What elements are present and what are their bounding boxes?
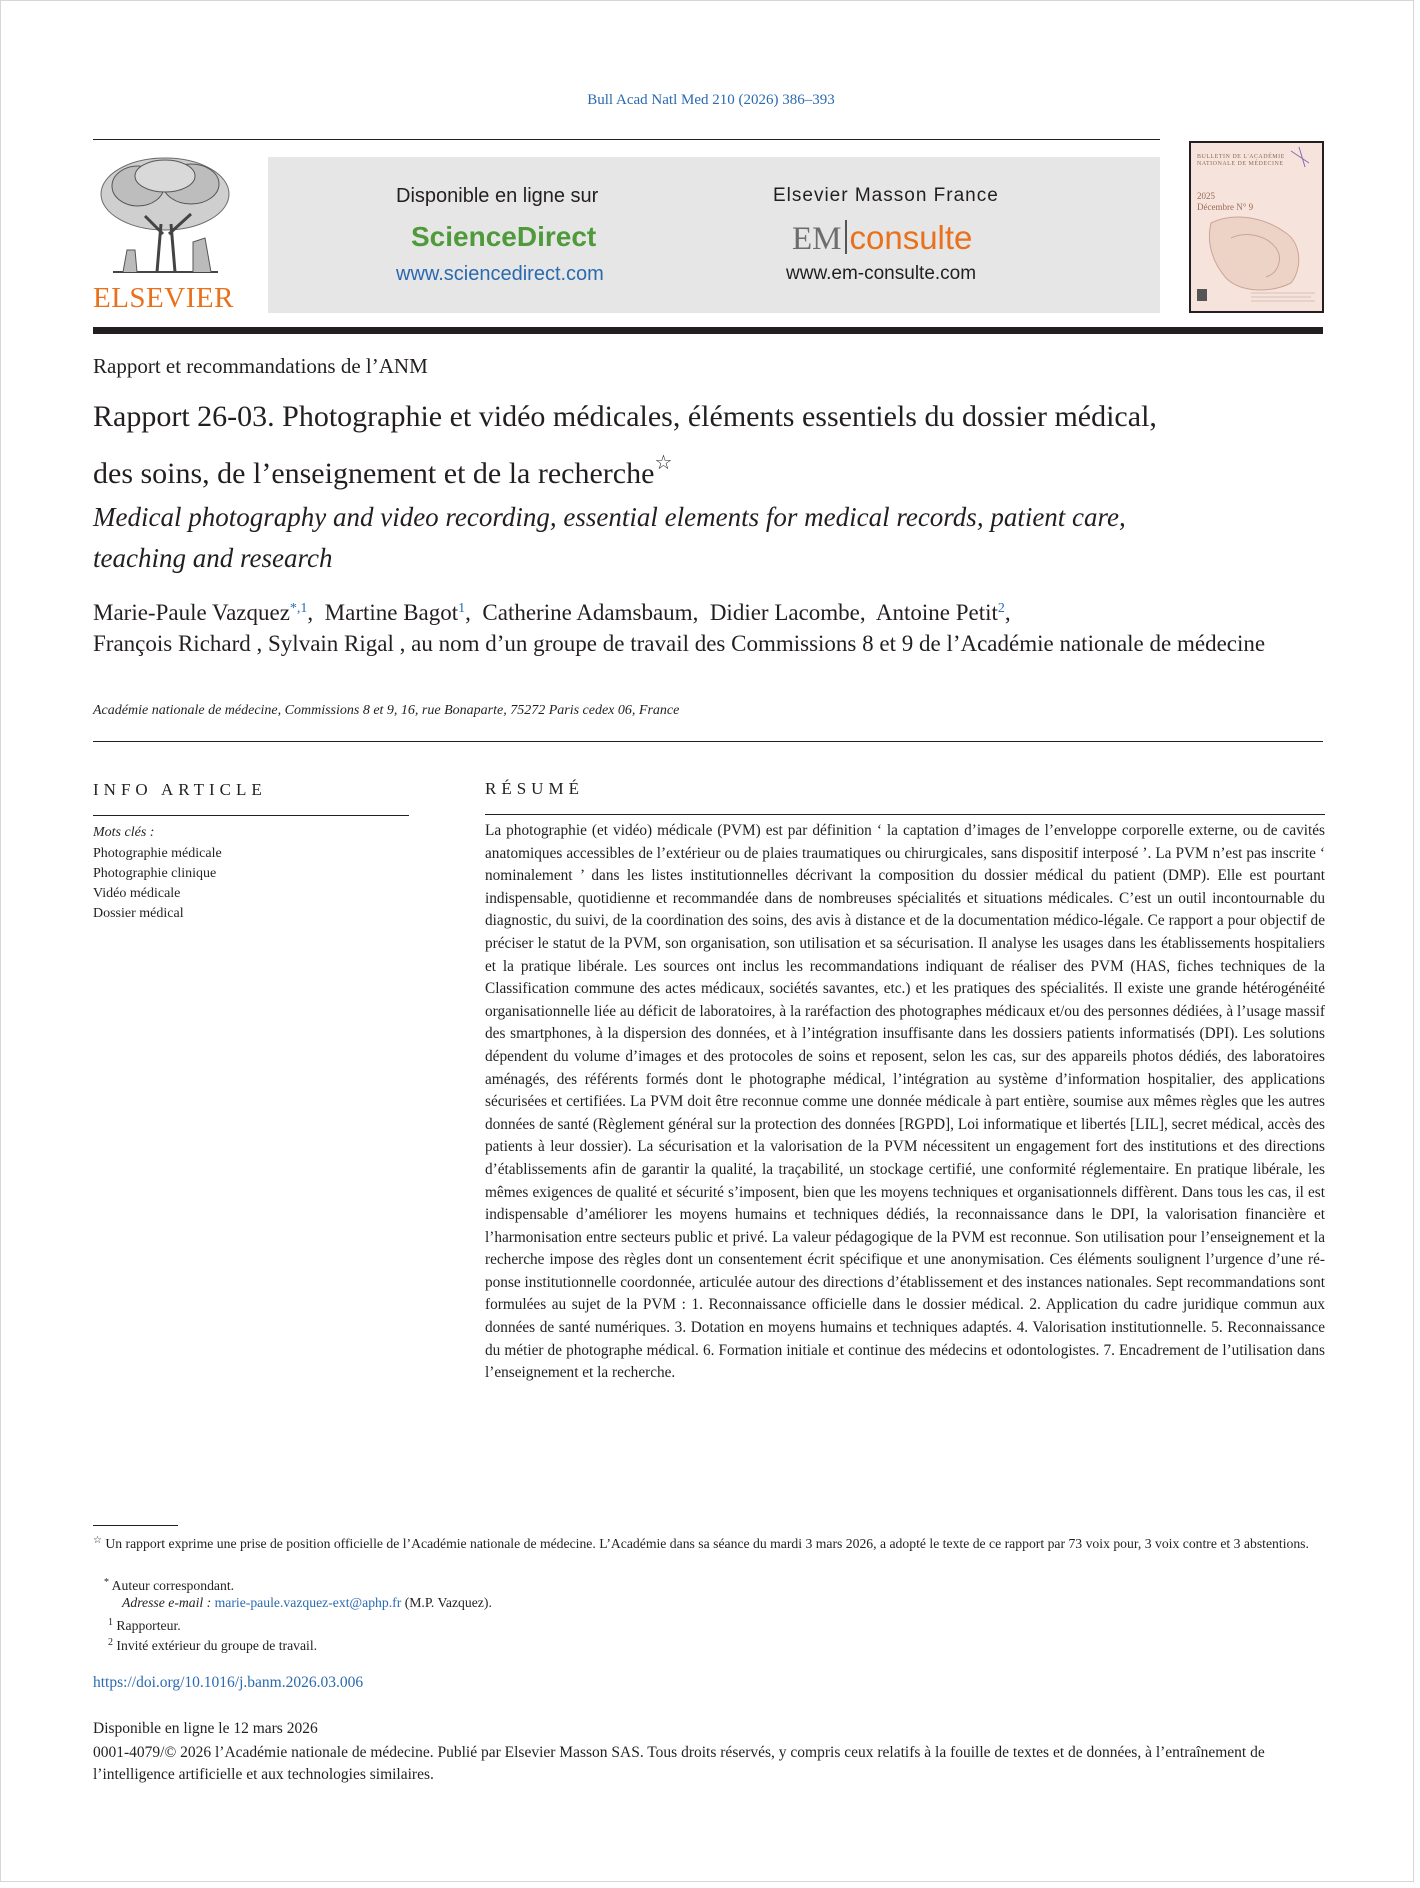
journal-cover-thumbnail[interactable] <box>1189 141 1324 313</box>
em-logo-divider <box>845 220 847 254</box>
abstract-text: La photographie (et vidéo) médicale (PVM) est par définition ‘ la captation d’images de l’enveloppe corporelle externe, ou de cavités anatomiques accessibles de l’extérieur ou de plaies traumatiques ou chirurgicales, sans dispositif interposé ’. La PVM n’est pas inscrite ‘ nominalement ’ dans les listes institutionnelles décrivant la composition du dossier médical du patient (DMP). Elle est pourtant indispensable, quotidienne et recommandée dans de nombreuses spécialités et situations médicales. C’est un outil incontournable du diagnostic, du suivi, de la coordination des soins, des avis à distance et de la documentation médico-légale. Ce rapport a pour objectif de préciser le statut de la PVM, son organisation, son utilisation et sa sécurisation. Il analyse les usages dans les établissements hospitaliers et la pratique libérale. Les sources ont inclus les recommandations indiquant de réaliser des PVM (HAS, fiches techniques de la Classification commune des actes médicaux, sociétés savantes, etc.) et les pratiques des spécialités. Il existe une grande hétérogénéité organisationnelle liée au déficit de laboratoires, à la raréfaction des photographes médicaux et/ou des personnes dédiées, à l’usage massif des smartphones, à la dispersion des données, et à l’intégration insuffisante dans les dossiers patients informatisés (DPI). Les solutions dépendent du volume d’images et des protocoles de soins et reposent, selon les cas, sur des appareils photos dédiés, des laboratoires aménagés, des référents formés dont le photographe médical, l’intégration au système d’information hospitalier, des applications sécurisées et certifiées. La PVM doit être reconnue comme une donnée médicale à part entière, soumise aux mêmes règles que les autres données de santé (Règlement général sur la protection des données [RGPD], Loi informatique et libertés [LIL], secret médical, accès des patients à leur dossier). La sécurisation et la valorisation de la PVM nécessitent un engagement fort des institutions et des directions d’établissements afin de garantir la qualité, la traçabilité, un stockage certifié, une conformité réglementaire. En pratique libérale, les mêmes exigences de qualité et sécurité s’imposent, bien que les moyens techniques et organisationnels diffèrent. Dans tous les cas, il est indispensable d’améliorer les moyens humains et techniques dédiés, la reconnaissance dans le DPI, la valorisation financière et l’harmonisation entre secteurs public et privé. La valeur pédagogique de la PVM est reconnue. Son utilisation pour l’enseignement et la recherche impose des règles dont un consentement écrit spécifique et une anonymisation. Ces éléments soulignent l’urgence d’une réponse institutionnelle coordonnée, articulée autour des directions d’établissement et des instances nationales. Sept recommandations sont formulées au sujet de la PVM : 1. Reconnaissance officielle dans le dossier médical. 2. Application du cadre juridique commun aux données de santé numériques. 3. Dotation en moyens humains et techniques adaptés. 4. Valorisation institutionnelle. 5. Reconnaissance du métier de photographe médical. 6. Formation initiale et continue des médecins et odontologistes. 7. Encadrement de l’utilisation dans l’enseignement et la recherche. <box>485 822 1325 1382</box>
author-affiliation: Académie nationale de médecine, Commissions 8 et 9, 16, rue Bonaparte, 75272 Paris cedex 06, France <box>93 703 680 718</box>
em-logo-consulte: consulte <box>849 219 973 256</box>
email-link[interactable]: marie-paule.vazquez-ext@aphp.fr <box>214 1595 402 1610</box>
keyword-item: Dossier médical <box>93 906 184 921</box>
keyword-item: Photographie clinique <box>93 866 217 881</box>
author-name[interactable]: Didier Lacombe <box>709 600 860 625</box>
sciencedirect-logo[interactable]: ScienceDirect <box>411 221 597 252</box>
sciencedirect-available-label: Disponible en ligne sur <box>396 185 599 207</box>
author-name[interactable]: François Richard <box>93 631 251 656</box>
em-publisher-label: Elsevier Masson France <box>773 185 999 206</box>
sciencedirect-url-link[interactable]: www.sciencedirect.com <box>396 263 604 285</box>
author-name[interactable]: Marie-Paule Vazquez <box>93 600 290 625</box>
footnote-2 <box>108 1633 317 1656</box>
journal-reference-link[interactable]: Bull Acad Natl Med 210 (2026) 386–393 <box>587 92 835 108</box>
header-rule <box>93 139 1160 140</box>
footnote-email <box>122 1593 492 1613</box>
info-article-rule <box>93 815 409 816</box>
author-name[interactable]: Sylvain Rigal <box>268 631 394 656</box>
author-footnote-ref[interactable]: *,1 <box>289 601 308 616</box>
copyright-notice: 0001-4079/© 2026 l’Académie nationale de médecine. Publié par Elsevier Masson SAS. Tous droits réservés, y compris ceux relatifs à la fouille de textes et de données, à l’entraînement de l’intelligence artificielle et aux technologies similaires. <box>93 1744 1265 1783</box>
footnote-2-text: Invité extérieur du groupe de travail. <box>116 1638 318 1653</box>
header-thick-rule <box>93 327 1323 334</box>
article-title-en: Medical photography and video recording, essential elements for medical records, patient care, teaching and research <box>93 502 1126 573</box>
footnote-corr-text: Auteur correspondant. <box>111 1578 235 1593</box>
author-footnote-ref[interactable]: 2 <box>997 601 1005 616</box>
footnote-rule <box>93 1525 178 1526</box>
cover-issue: Décembre N° 9 <box>1197 202 1254 212</box>
author-footnote-ref[interactable]: 1 <box>458 601 466 616</box>
keyword-item: Vidéo médicale <box>93 886 181 901</box>
footnote-1-mark: 1 <box>108 1617 113 1628</box>
em-consulte-url-link[interactable]: www.em-consulte.com <box>786 263 977 284</box>
title-fr-text: Rapport 26-03. Photographie et vidéo médicales, éléments essentiels du dossier médical, des soins, de l’enseignement et de la recherche <box>93 400 1157 490</box>
author-name[interactable]: Martine Bagot <box>324 600 459 625</box>
doi-link[interactable]: https://doi.org/10.1016/j.banm.2026.03.006 <box>93 1674 364 1691</box>
online-date: Disponible en ligne le 12 mars 2026 <box>93 1720 318 1737</box>
title-footnote-star-icon[interactable]: ☆ <box>654 452 673 474</box>
em-consulte-logo[interactable] <box>792 219 972 258</box>
author-name[interactable]: Catherine Adamsbaum <box>482 600 693 625</box>
title-block-rule <box>93 741 1323 742</box>
author-group: au nom d’un groupe de travail des Commissions 8 et 9 de l’Académie nationale de médecine <box>411 631 1266 656</box>
cover-year: 2025 <box>1197 191 1215 201</box>
article-section-type: Rapport et recommandations de l’ANM <box>93 354 428 378</box>
footnote-corr-mark: * <box>104 1577 109 1588</box>
footnote-1-text: Rapporteur. <box>116 1618 181 1633</box>
abstract-heading: RÉSUMÉ <box>485 779 584 798</box>
article-title-fr <box>93 394 1193 497</box>
footnote-star-icon: ☆ <box>93 1535 102 1546</box>
info-article-heading: INFO ARTICLE <box>93 780 267 799</box>
keywords-list <box>93 844 222 924</box>
footnote-star-text: Un rapport exprime une prise de position officielle de l’Académie nationale de médecine. L’Académie dans sa séance du mardi 3 mars 2026, a adopté le texte de ce rapport par 73 voix pour, 3 voix contre et 3 abstentions. <box>105 1536 1309 1551</box>
availability-banner <box>268 157 1160 313</box>
cover-title: BULLETIN DE L'ACADÉMIE NATIONALE DE MÉDECINE <box>1197 154 1285 167</box>
em-logo-em: EM <box>792 221 842 257</box>
author-list: Marie-Paule Vazquez$^{*,1}$, Martine Bagot$^1$, Catherine Adamsbaum, Didier Lacombe, Antoine Petit$^2$, François Richard , Sylvain Rigal , au nom d’un groupe de travail des Commissions 8 et 9 de l’Académie nationale de médecine <box>93 600 1266 656</box>
elsevier-wordmark: ELSEVIER <box>93 282 234 314</box>
email-label: Adresse e-mail : <box>122 1595 212 1610</box>
footnote-star <box>93 1531 1323 1554</box>
author-name[interactable]: Antoine Petit <box>875 600 998 625</box>
keyword-item: Photographie médicale <box>93 846 222 861</box>
footnote-2-mark: 2 <box>108 1637 113 1648</box>
abstract-rule <box>485 814 1325 815</box>
keywords-label: Mots clés : <box>93 825 155 840</box>
email-owner: (M.P. Vazquez). <box>404 1595 492 1610</box>
